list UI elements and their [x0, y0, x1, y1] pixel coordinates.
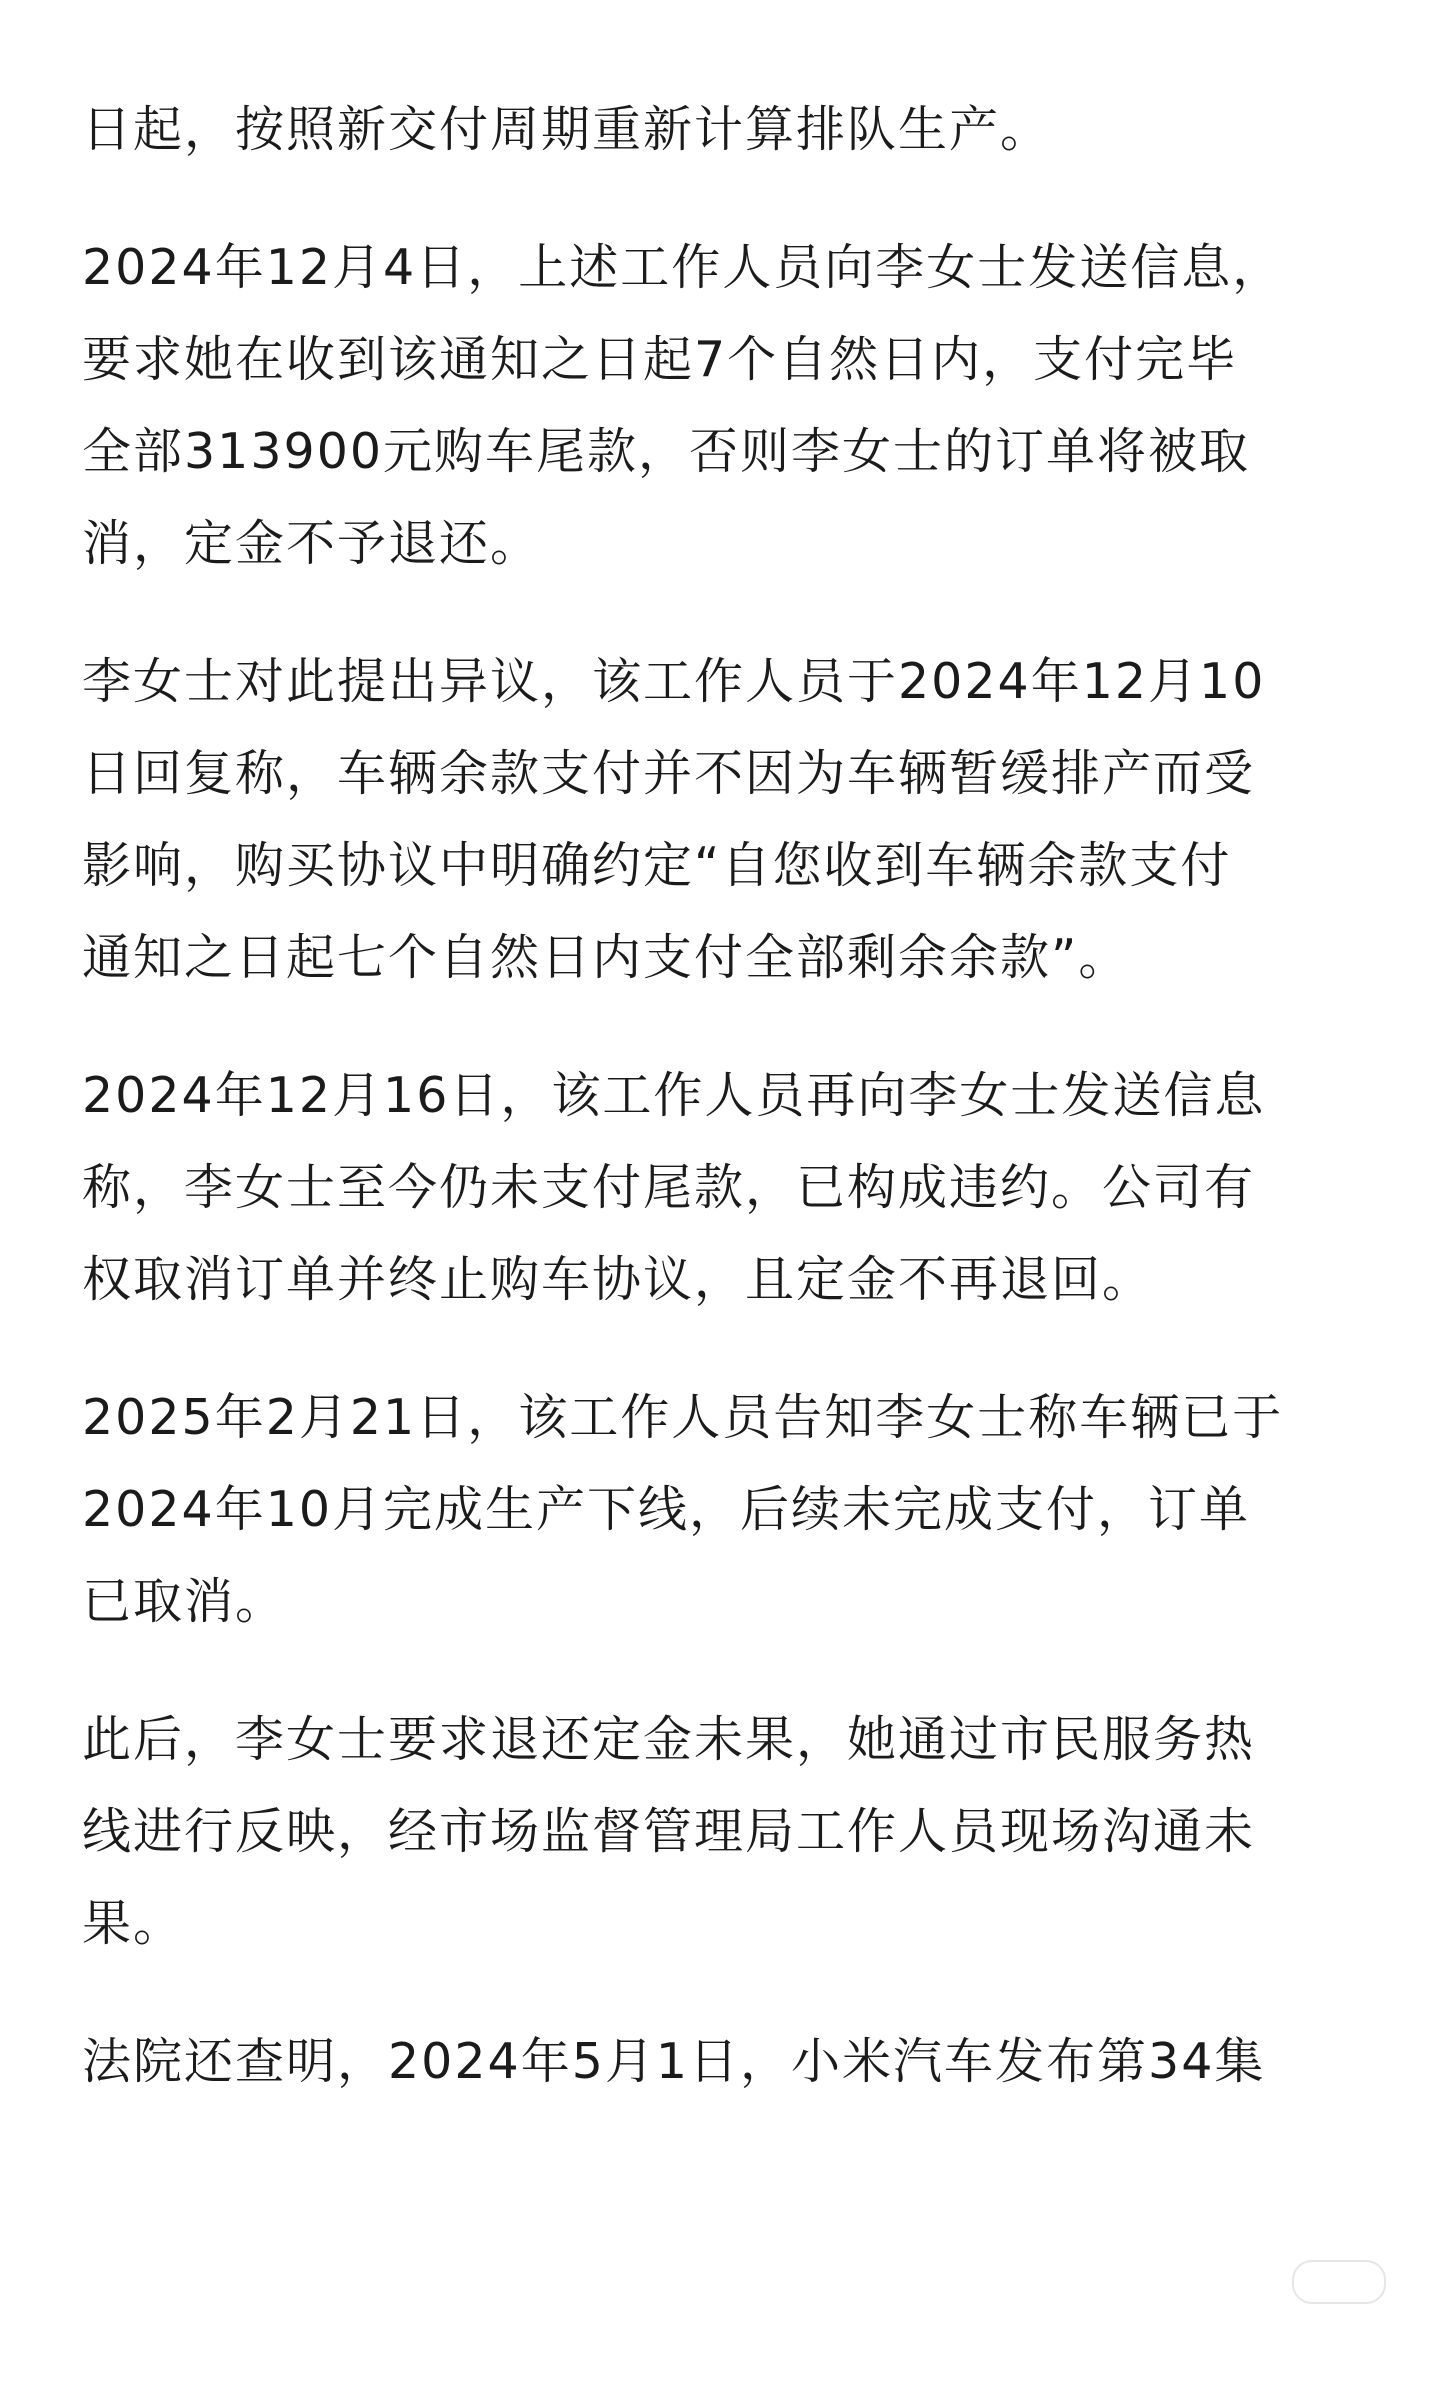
- text-line: 影响，购买协议中明确约定“自您收到车辆余款支付: [82, 837, 1232, 894]
- text-line: 日回复称，车辆余款支付并不因为车辆暂缓排产而受: [82, 745, 1256, 802]
- paragraph-5: [82, 1372, 1372, 1648]
- text-line: 称，李女士至今仍未支付尾款，已构成违约。公司有: [82, 1159, 1256, 1216]
- paragraph-6: [82, 1694, 1372, 1970]
- text-line: 2024年10月完成生产下线，后续未完成支付，订单: [82, 1481, 1251, 1538]
- paragraph-7: [82, 2016, 1372, 2108]
- text-line: 李女士对此提出异议，该工作人员于2024年12月10: [82, 653, 1266, 710]
- text-line: 果。: [82, 1895, 185, 1952]
- text-line: 日起，按照新交付周期重新计算排队生产。: [82, 101, 1052, 158]
- text-line: 线进行反映，经市场监督管理局工作人员现场沟通未: [82, 1803, 1256, 1860]
- text-line: 已取消。: [82, 1573, 287, 1630]
- text-line: 消，定金不予退还。: [82, 515, 542, 572]
- text-line: 此后，李女士要求退还定金未果，她通过市民服务热: [82, 1711, 1256, 1768]
- watermark: [1160, 2260, 1400, 2370]
- article-body: [82, 84, 1372, 2154]
- text-line: 权取消订单并终止购车协议，且定金不再退回。: [82, 1251, 1154, 1308]
- text-line: 通知之日起七个自然日内支付全部剩余余款”。: [82, 929, 1130, 986]
- text-line: 2025年2月21日，该工作人员告知李女士称车辆已于: [82, 1389, 1284, 1446]
- paragraph-1: [82, 84, 1372, 176]
- paragraph-3: [82, 636, 1372, 1004]
- text-line: 全部313900元购车尾款，否则李女士的订单将被取: [82, 423, 1251, 480]
- watermark-logo: [1292, 2260, 1386, 2304]
- text-line: 要求她在收到该通知之日起7个自然日内，支付完毕: [82, 331, 1238, 388]
- paragraph-2: [82, 222, 1372, 590]
- paragraph-4: [82, 1050, 1372, 1326]
- text-line: 2024年12月16日，该工作人员再向李女士发送信息: [82, 1067, 1266, 1124]
- text-line: 2024年12月4日，上述工作人员向李女士发送信息，: [82, 239, 1284, 296]
- text-line: 法院还查明，2024年5月1日，小米汽车发布第34集: [82, 2033, 1266, 2090]
